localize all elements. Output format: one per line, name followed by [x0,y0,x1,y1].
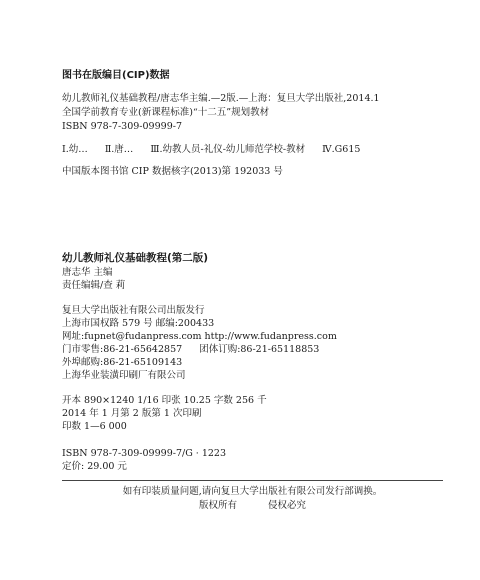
class-3: Ⅲ.幼教人员-礼仪-幼儿师范学校-教材 [150,144,306,155]
quality-notice: 如有印装质量问题,请向复旦大学出版社有限公司发行部调换。 [122,486,383,497]
publisher-phones [62,344,319,356]
print-run: 印数 1—6 000 [62,421,127,432]
class-4: Ⅳ.G615 [322,144,361,155]
class-2: Ⅱ.唐… [104,144,134,155]
cip-isbn: ISBN 978-7-309-09999-7 [62,121,182,132]
publisher-address: 上海市国权路 579 号 邮编:200433 [62,318,215,329]
price: 定价: 29.00 元 [62,461,127,472]
class-1: Ⅰ.幼… [62,144,88,155]
rights-reserved: 版权所有 [198,500,237,511]
cip-line-1: 幼儿教师礼仪基础教程/唐志华主编.—2版.—上海：复旦大学出版社,2014.1 [62,93,380,104]
footer-rule [62,480,443,481]
format-spec: 开本 890×1240 1/16 印张 10.25 字数 256 千 [62,395,267,406]
cip-classification [62,144,360,156]
book-title: 幼儿教师礼仪基础教程(第二版) [62,252,209,264]
cip-heading: 图书在版编目(CIP)数据 [62,70,170,81]
infringement-notice: 侵权必究 [268,500,307,511]
cip-core-number: 中国版本图书馆 CIP 数据核字(2013)第 192033 号 [62,166,283,177]
publisher-web: 网址:fupnet@fudanpress.com http://www.fudanpress.com [62,331,337,342]
printer-name: 上海华业装潢印刷厂有限公司 [62,370,186,381]
rights-line [62,500,443,512]
phone-group: 团体订购:86-21-65118853 [199,344,320,355]
phone-external: 外埠邮购:86-21-65109143 [62,357,183,368]
edition-info: 2014 年 1 月第 2 版第 1 次印刷 [62,408,202,419]
phone-retail: 门市零售:86-21-65642857 [62,344,183,355]
book-editor: 唐志华 主编 [62,267,113,278]
isbn-full: ISBN 978-7-309-09999-7/G · 1223 [62,448,227,459]
publisher-name: 复旦大学出版社有限公司出版发行 [62,305,205,316]
responsible-editor: 责任编辑/查 莉 [62,280,126,291]
cip-line-2: 全国学前教育专业(新课程标准)“十二五”规划教材 [62,107,270,118]
